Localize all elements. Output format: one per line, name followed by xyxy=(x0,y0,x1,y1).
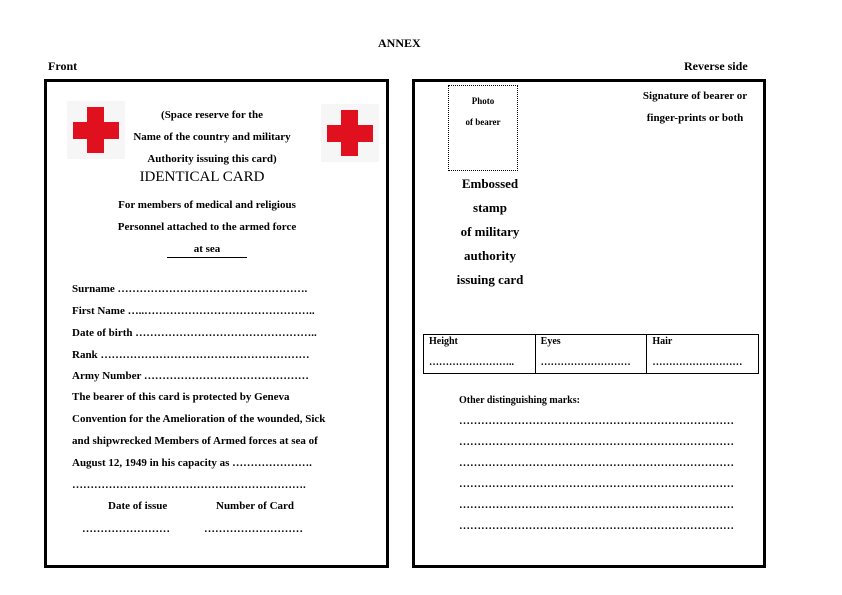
field-label: Surname xyxy=(72,283,115,295)
number-of-card-label: Number of Card xyxy=(216,500,295,512)
field-dots: ………………………………………….. xyxy=(135,327,317,339)
physical-attributes-table xyxy=(423,334,759,374)
stamp-line: Embossed xyxy=(461,176,519,191)
signature-label-line: Signature of bearer or xyxy=(642,90,748,102)
hair-dots: ……………………… xyxy=(652,357,743,368)
space-reserve-text xyxy=(117,104,307,170)
space-reserve-line: Name of the country and military xyxy=(133,131,291,143)
field-first-name[interactable] xyxy=(72,305,315,317)
photo-label-line: Photo xyxy=(471,96,495,106)
card-subtitle xyxy=(87,194,327,260)
eyes-cell[interactable] xyxy=(535,335,647,374)
hair-label: Hair xyxy=(652,336,673,347)
reverse-label: Reverse side xyxy=(684,59,748,73)
front-label: Front xyxy=(48,59,78,73)
height-label: Height xyxy=(429,336,458,347)
stamp-line: stamp xyxy=(473,200,507,215)
protection-text-line: and shipwrecked Members of Armed forces at sea of xyxy=(72,435,318,447)
field-dots: ……………………………………… xyxy=(143,370,309,382)
marks-line[interactable]: ………………………………………………………………… xyxy=(459,520,734,532)
field-surname[interactable] xyxy=(72,283,307,295)
space-reserve-line: Authority issuing this card) xyxy=(147,153,277,165)
reverse-card xyxy=(412,79,766,568)
protection-text-line: The bearer of this card is protected by Geneva xyxy=(72,391,290,403)
height-dots: …………………….. xyxy=(429,357,514,368)
protection-text-line: Convention for the Amelioration of the wounded, Sick xyxy=(72,413,326,425)
embossed-stamp-area xyxy=(440,172,540,292)
stamp-line: authority xyxy=(464,248,516,263)
date-of-issue-field[interactable]: …………………… xyxy=(82,523,170,535)
subtitle-line xyxy=(87,238,327,260)
marks-line[interactable]: ………………………………………………………………… xyxy=(459,478,734,490)
field-label: Rank xyxy=(72,349,98,361)
field-dots: ……………………………………………. xyxy=(117,283,308,295)
subtitle-line: For members of medical and religious xyxy=(118,199,296,211)
field-army-number[interactable] xyxy=(72,370,309,382)
field-rank[interactable] xyxy=(72,349,309,361)
annex-heading: ANNEX xyxy=(378,36,421,50)
eyes-dots: ……………………… xyxy=(540,357,631,368)
stamp-line: issuing card xyxy=(456,272,524,287)
front-card xyxy=(44,79,389,568)
number-of-card-field[interactable]: ……………………… xyxy=(204,523,303,535)
card-title: IDENTICAL CARD xyxy=(139,169,265,185)
capacity-field[interactable]: August 12, 1949 in his capacity as …………………. xyxy=(72,457,312,469)
field-dots: ………………………………………………… xyxy=(100,349,310,361)
photo-label-line: of bearer xyxy=(465,117,501,127)
marks-line[interactable]: ………………………………………………………………… xyxy=(459,457,734,469)
red-cross-icon xyxy=(321,104,379,162)
marks-label: Other distinguishing marks: xyxy=(459,395,580,406)
signature-area[interactable] xyxy=(625,85,765,129)
eyes-label: Eyes xyxy=(540,336,561,347)
height-cell[interactable] xyxy=(424,335,536,374)
subtitle-line: Personnel attached to the armed force xyxy=(117,221,297,233)
field-label: Army Number xyxy=(72,370,142,382)
field-dots: …..……………………………………….. xyxy=(127,305,315,317)
marks-line[interactable]: ………………………………………………………………… xyxy=(459,436,734,448)
capacity-continuation-field[interactable]: ………………………………………………………. xyxy=(72,479,306,491)
field-date-of-birth[interactable] xyxy=(72,327,317,339)
date-of-issue-label: Date of issue xyxy=(108,500,168,512)
marks-line[interactable]: ………………………………………………………………… xyxy=(459,499,734,511)
at-sea-text: at sea xyxy=(167,242,247,258)
photo-label xyxy=(449,91,517,133)
photo-box[interactable] xyxy=(448,85,518,171)
signature-label-line: finger-prints or both xyxy=(646,112,744,124)
field-label: Date of birth xyxy=(72,327,133,339)
space-reserve-line: (Space reserve for the xyxy=(161,109,263,121)
hair-cell[interactable] xyxy=(647,335,759,374)
field-label: First Name xyxy=(72,305,125,317)
marks-line[interactable]: ………………………………………………………………… xyxy=(459,415,734,427)
stamp-line: of military xyxy=(460,224,520,239)
